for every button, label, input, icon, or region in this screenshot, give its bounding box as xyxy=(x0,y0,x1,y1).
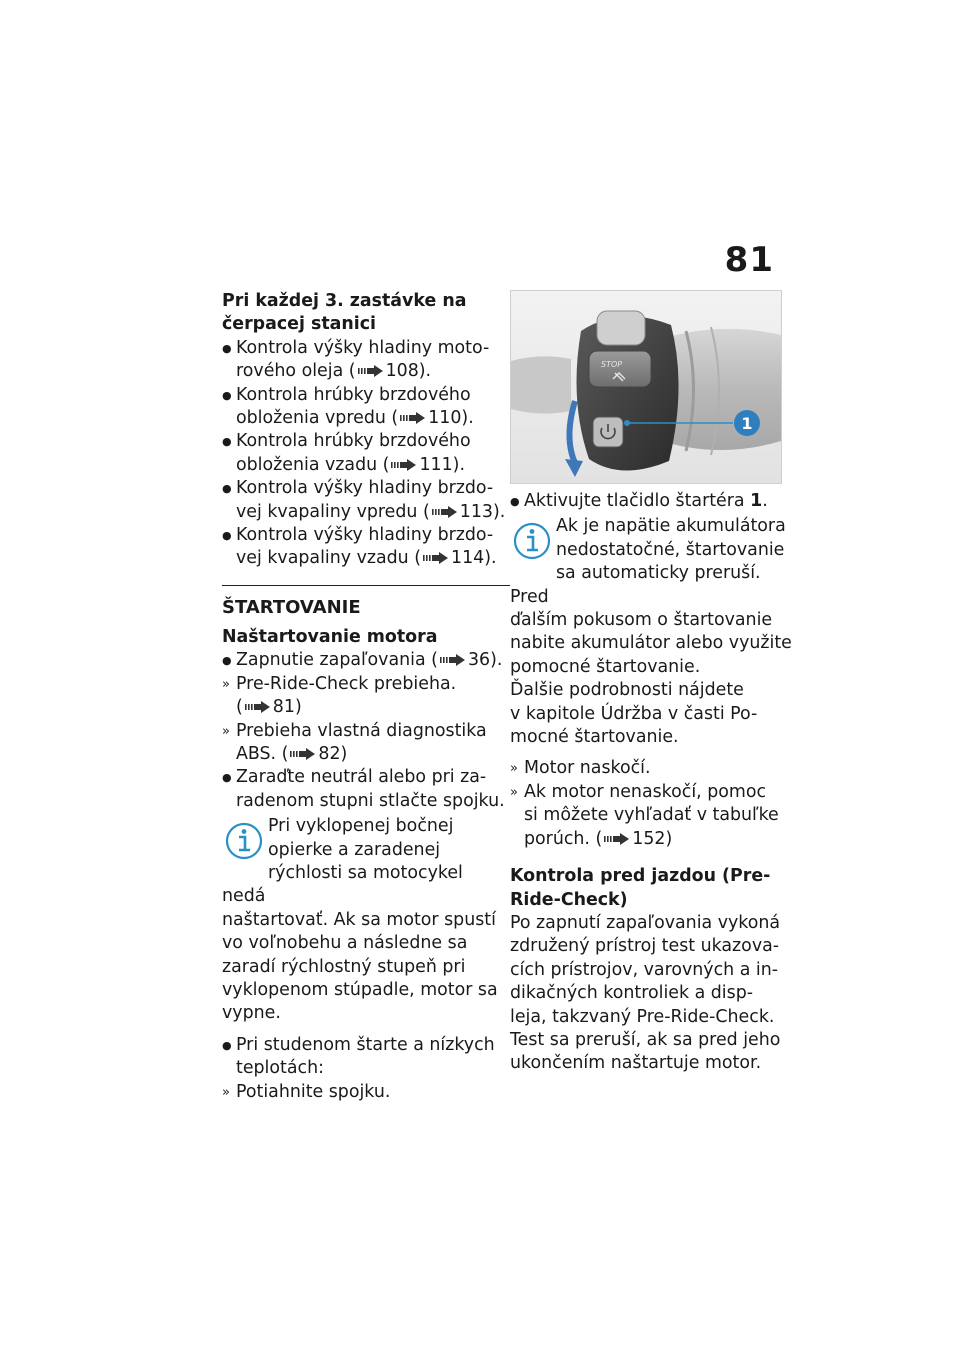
list-item xyxy=(222,766,510,813)
item-line: Kontrola výšky hladiny brzdo- xyxy=(236,525,494,546)
page-ref-arrow-icon xyxy=(391,459,417,471)
punctuation: ). xyxy=(461,408,474,429)
info-line: pomocné štartovanie. xyxy=(510,656,701,677)
info-line: vo voľnobehu a následne sa xyxy=(222,933,468,954)
list-item xyxy=(510,490,798,513)
callout-label: 1 xyxy=(741,414,753,433)
item-line: Aktivujte tlačidlo štartéra xyxy=(524,491,751,511)
heading-line: čerpacej stanici xyxy=(222,314,376,335)
bullet-icon: ● xyxy=(222,654,232,668)
info-note xyxy=(222,815,510,1026)
page-ref[interactable]: 82 xyxy=(318,743,341,764)
page-ref[interactable]: 110 xyxy=(428,408,462,429)
precheck-paragraph xyxy=(510,912,798,1076)
result-arrow-icon: » xyxy=(510,761,518,777)
heading-line: Ride-Check) xyxy=(510,889,628,910)
paragraph-line: dikačných kontroliek a disp- xyxy=(510,983,754,1004)
item-line: Pri studenom štarte a nízkych xyxy=(236,1034,495,1055)
result-arrow-icon: » xyxy=(222,676,230,692)
heading-line: Pri každej 3. zastávke na xyxy=(222,291,467,311)
list-item xyxy=(222,477,510,524)
page-number: 81 xyxy=(724,240,774,280)
paragraph-line: Po zapnutí zapaľovania vykoná xyxy=(510,912,781,933)
page-ref-arrow-icon xyxy=(423,552,449,564)
item-line: Kontrola hrúbky brzdového xyxy=(236,431,471,452)
item-line: Kontrola výšky hladiny brzdo- xyxy=(236,478,494,499)
result-item xyxy=(222,720,510,767)
item-line: Zaraďte neutrál alebo pri za- xyxy=(236,767,487,788)
punctuation: ) xyxy=(340,743,348,764)
bullet-icon: ● xyxy=(222,529,232,543)
item-line: Ak motor nenaskočí, pomoc xyxy=(524,781,767,802)
item-line: si môžete vyhľadať v tabuľke xyxy=(524,805,779,826)
page-ref[interactable]: 152 xyxy=(632,828,666,849)
starter-switch-figure xyxy=(510,290,782,484)
page-ref-arrow-icon xyxy=(432,506,458,518)
page-ref[interactable]: 108 xyxy=(385,361,419,382)
checklist-heading xyxy=(222,290,510,337)
item-line: Kontrola výšky hladiny moto- xyxy=(236,337,490,358)
result-item xyxy=(222,673,510,720)
page-ref[interactable]: 36 xyxy=(467,650,491,671)
paragraph-line: združený prístroj test ukazova- xyxy=(510,936,780,957)
info-line: mocné štartovanie. xyxy=(510,727,679,748)
page-ref-arrow-icon xyxy=(604,833,630,845)
bullet-icon: ● xyxy=(222,388,232,402)
page-ref[interactable]: 113 xyxy=(459,501,493,522)
info-line: nedostatočné, štartovanie xyxy=(556,539,785,560)
page-ref-arrow-icon xyxy=(400,412,426,424)
stop-label: STOP xyxy=(601,360,623,369)
result-item xyxy=(510,781,798,851)
bullet-icon: ● xyxy=(222,771,232,785)
list-item xyxy=(222,384,510,431)
paragraph-line: cích prístrojov, varovných a in- xyxy=(510,959,779,980)
punctuation: ). xyxy=(490,650,503,671)
punctuation: ). xyxy=(418,361,432,382)
page-ref[interactable]: 81 xyxy=(272,697,295,718)
item-line: teplotách: xyxy=(236,1058,324,1079)
info-icon xyxy=(222,817,266,865)
result-item xyxy=(222,1081,510,1104)
list-item xyxy=(222,649,510,672)
item-line: vej kvapaliny vzadu ( xyxy=(236,548,422,569)
page-ref-arrow-icon xyxy=(358,365,384,377)
bullet-icon: ● xyxy=(222,482,232,496)
left-column xyxy=(222,290,510,1104)
heading-line: Kontrola pred jazdou (Pre- xyxy=(510,866,771,887)
info-line: nabite akumulátor alebo využite xyxy=(510,633,792,654)
right-column xyxy=(510,290,798,1076)
page-ref[interactable]: 114 xyxy=(451,548,485,569)
page-ref-arrow-icon xyxy=(245,701,271,713)
item-line: obloženia vpredu ( xyxy=(236,408,399,429)
info-line: vypne. xyxy=(222,1003,281,1024)
info-line: sa automaticky preruší. Pred xyxy=(510,563,761,607)
result-item xyxy=(510,757,798,780)
list-item xyxy=(222,1034,510,1081)
result-arrow-icon: » xyxy=(222,723,230,739)
info-line: opierke a zaradenej xyxy=(268,839,441,860)
page-ref-arrow-icon xyxy=(290,748,316,760)
item-line: Pre-Ride-Check prebieha. xyxy=(236,673,457,694)
paragraph-line: Test sa preruší, ak sa pred jeho xyxy=(510,1029,781,1050)
result-arrow-icon: » xyxy=(510,784,518,800)
info-line: Ďalšie podrobnosti nájdete xyxy=(510,680,744,701)
paragraph-line: leja, takzvaný Pre-Ride-Check. xyxy=(510,1006,775,1027)
item-line: obloženia vzadu ( xyxy=(236,454,390,475)
info-line: zaradí rýchlostný stupeň pri xyxy=(222,956,466,977)
punctuation: ). xyxy=(492,501,506,522)
item-line: ABS. ( xyxy=(236,743,289,764)
bullet-icon: ● xyxy=(222,435,232,449)
item-line: rového oleja ( xyxy=(236,361,356,382)
checklist xyxy=(222,337,510,571)
handlebar-switch-illustration xyxy=(511,291,781,483)
item-line: Prebieha vlastná diagnostika xyxy=(236,720,487,741)
info-line: rýchlosti sa motocykel nedá xyxy=(222,862,463,907)
callout-reference: 1 xyxy=(750,491,763,511)
list-item xyxy=(222,524,510,571)
punctuation: ( xyxy=(236,697,243,718)
page-ref-arrow-icon xyxy=(440,654,466,666)
punctuation: ). xyxy=(452,454,465,475)
list-item xyxy=(222,430,510,477)
result-arrow-icon: » xyxy=(222,1084,230,1100)
info-line: Pri vyklopenej bočnej xyxy=(268,816,454,837)
item-line: Kontrola hrúbky brzdového xyxy=(236,384,471,405)
info-line: v kapitole Údržba v časti Po- xyxy=(510,703,758,724)
list-item xyxy=(222,337,510,384)
info-line: Ak je napätie akumulátora xyxy=(556,516,786,537)
item-line: vej kvapaliny vpredu ( xyxy=(236,501,430,522)
bullet-icon: ● xyxy=(222,341,232,355)
bullet-icon: ● xyxy=(510,495,520,508)
paragraph-line: ukončením naštartuje motor. xyxy=(510,1053,762,1074)
info-line: ďalším pokusom o štartovanie xyxy=(510,610,773,631)
item-line: radenom stupni stlačte spojku. xyxy=(236,790,505,811)
item-line: porúch. ( xyxy=(524,828,603,849)
subheading: Naštartovanie motora xyxy=(222,626,438,647)
info-icon xyxy=(510,517,554,565)
precheck-heading xyxy=(510,865,798,912)
punctuation: ) xyxy=(665,828,673,849)
info-note xyxy=(510,515,798,749)
page-ref[interactable]: 111 xyxy=(419,454,453,475)
punctuation: ). xyxy=(484,548,497,569)
info-line: vyklopenom stúpadle, motor sa xyxy=(222,979,498,1000)
punctuation: ) xyxy=(294,697,302,718)
item-line: Motor naskočí. xyxy=(524,758,651,779)
section-title: ŠTARTOVANIE xyxy=(222,585,510,620)
item-line: Potiahnite spojku. xyxy=(236,1081,391,1102)
punctuation: . xyxy=(762,491,768,511)
item-line: Zapnutie zapaľovania ( xyxy=(236,650,438,671)
bullet-icon: ● xyxy=(222,1038,232,1052)
info-line: naštartovať. Ak sa motor spustí xyxy=(222,909,496,930)
